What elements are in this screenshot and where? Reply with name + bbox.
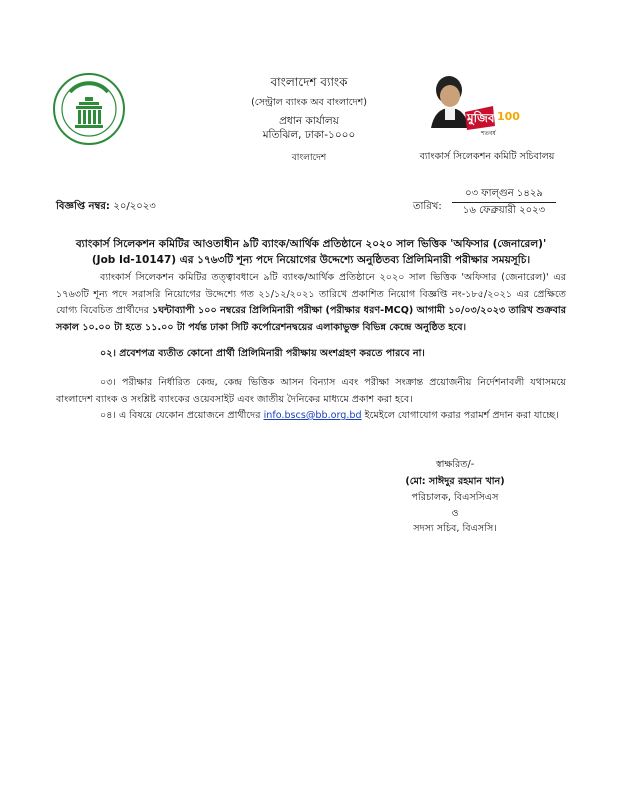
secretariat-name: ব্যাংকার্স সিলেকশন কমিটি সচিবালয় [419,151,555,162]
mujib-centenary-logo [423,68,529,140]
signatory-role: সদস্য সচিব, বিএসসি। [413,523,497,534]
date-bangla: ০৩ ফাল্গুন ১৪২৯ [465,188,543,199]
date-english: ১৬ ফেব্রুয়ারী ২০২৩ [462,205,546,216]
paragraph-4 [100,408,566,425]
bank-subtitle: (সেন্ট্রাল ব্যাংক অব বাংলাদেশ) [251,97,367,108]
paragraph-2: ০২। প্রবেশপত্র ব্যতীত কোনো প্রার্থী প্রিলিমিনারী পরীক্ষায় অংশগ্রহণ করতে পারবে না। [100,348,425,359]
bank-name: বাংলাদেশ ব্যাংক [270,75,348,89]
notice-number [56,199,156,216]
paragraph-4-post: ইমেইলে যোগাযোগ করার পরামর্শ প্রদান করা যাচ্ছে। [364,410,559,421]
signed-text: স্বাক্ষরিত/- [435,459,475,470]
date-label: তারিখ: [413,201,442,212]
bangladesh-bank-logo [52,72,126,146]
paragraph-3: ০৩। পরীক্ষার নির্ধারিত কেন্দ্র, কেন্দ্র ভিত্তিক আসন বিন্যাস এবং পরীক্ষা সংক্রান্ত প্রয়োজনীয় নির্দেশনাবলী যথাসময়ে বাংলাদেশ ব্যাংক ও সংশ্লিষ্ট ব্যাংকের ওয়েবসাইট এবং জাতীয় দৈনিকের মাধ্যমে প্রকাশ করা হবে। [56,377,566,405]
office-name: প্রধান কার্যালয় [279,115,339,127]
paragraph-4-pre: ০৪। এ বিষয়ে যেকোন প্রয়োজনে প্রার্থীদের [100,410,261,421]
mujib-sub-text: শতবর্ষ [481,130,496,137]
office-address: মতিঝিল, ঢাকা-১০০০ [262,129,356,141]
notice-title [56,236,566,268]
notice-number-value: ২০/২০২৩ [113,201,156,212]
signatory-and: ও [451,508,459,519]
paragraph-1-text: ব্যাংকার্স সিলেকশন কমিটির তত্ত্বাবধানে ৯টি ব্যাংক/আর্থিক প্রতিষ্ঠানে ২০২০ সাল ভিত্তিক 'অফিসার (জেনারেল)' এর ১৭৬৩টি শূন্য পদে সরাসরি নিয়োগের উদ্দেশ্যে গত ২১/১২/২০২১ তারিখে প্রকাশিত নিয়োগ বিজ্ঞপ্তি নং-১৮৫/২০২১ এর প্রেক্ষিতে যোগ্য বিবেচিত প্রার্থীদের [56,272,566,316]
country-name: বাংলাদেশ [291,153,327,163]
title-line-2: (Job Id-10147) এর ১৭৬৩টি শূন্য পদে নিয়োগের উদ্দেশ্যে অনুষ্ঠিতব্য প্রিলিমিনারী পরীক্ষার সময়সূচি। [91,254,531,266]
paragraph-1 [56,270,566,336]
signatory-name: (মো: সাঈদুর রহমান খান) [405,476,505,487]
notice-number-label: বিজ্ঞপ্তি নম্বর: [56,201,110,212]
title-line-1: ব্যাংকার্স সিলেকশন কমিটির আওতাধীন ৯টি ব্যাংক/আর্থিক প্রতিষ্ঠানে ২০২০ সাল ভিত্তিক 'অফিসার (জেনারেল)' [75,238,547,250]
mujib-logo-text: মুজিব [467,111,495,125]
signatory-designation: পরিচালক, বিএসসিএস [411,492,499,503]
mujib-number-text: 100 [497,110,520,123]
paragraph-1-bold: ১ঘন্টাব্যাপী ১০০ নম্বরের প্রিলিমিনারী পরীক্ষা (পরীক্ষার ধরণ-MCQ) আগামী ১০/০৩/২০২৩ তারিখ শুক্রবার সকাল ১০.০০ টা হতে ১১.০০ টা পর্যন্ত ঢাকা সিটি কর্পোরেশনদ্বয়ের এলাকাভুক্ত বিভিন্ন কেন্দ্রে অনুষ্ঠিত হবে। [56,305,566,333]
contact-email-link[interactable]: info.bscs@bb.org.bd [263,410,362,421]
date-box [452,186,556,219]
